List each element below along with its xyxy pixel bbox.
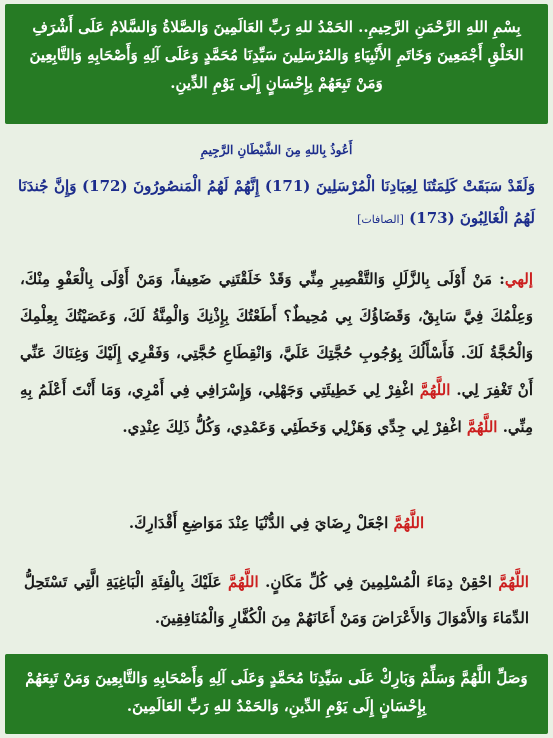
verse-source: [الصافات] bbox=[357, 213, 404, 226]
invocation-ilahi: إلهي bbox=[504, 270, 533, 288]
supplication-part-1: : مَنْ أَوْلَى بِالزَّلَلِ وَالتَّقْصِيرِ مِنِّي وَقَدْ خَلَقْتَنِي ضَعِيفاً، وَمَنْ أَوْلَى بِالْعَفْوِ مِنْكَ، وَعِلْمُكَ فِيَّ سَابِقٌ، وَقَضَاؤُكَ بِي مُحِيطٌ؟ أَطَعْتُكَ بِإِذْنِكَ وَالْمِنَّةُ لَكَ، وَعَصَيْتُكَ بِعِلْمِكَ وَالْحُجَّةُ لَكَ. فَأَسْأَلُكَ بِوُجُوبِ حُجَّتِكَ عَلَيَّ، وَانْقِطَاعِ حُجَّتِي، وَفَقْرِي إِلَيْكَ وَغِنَاكَ عَنِّي أَنْ تَغْفِرَ لِي. bbox=[20, 270, 533, 399]
quran-verse bbox=[18, 170, 535, 236]
main-supplication bbox=[20, 261, 533, 446]
dua-line-1-text: اجْعَلْ رِضَايَ فِي الدُّنْيَا عِنْدَ مَوَاضِعِ أَقْدَارِكَ. bbox=[128, 514, 389, 532]
allahumma-label: اللَّهُمَّ bbox=[419, 381, 451, 399]
footer-banner-text: وَصَلِّ اللَّهُمَّ وَسَلِّمْ وَبَارِكْ عَلَى سَيِّدِنَا مُحَمَّدٍ وَعَلَى آلِهِ وَأَصْحَابِهِ وَالتَّابِعِينَ وَمَنْ تَبِعَهُمْ بِإِحْسَانٍ إِلَى يَوْمِ الدِّينِ، وَالحَمْدُ للهِ رَبِّ العَالَمِينَ. bbox=[25, 669, 528, 715]
header-banner bbox=[5, 4, 548, 124]
istiadha-line: أَعُوذُ بِاللهِ مِنَ الشَّيْطَانِ الرَّجِيمِ bbox=[200, 143, 353, 157]
dua-line-2 bbox=[24, 564, 529, 636]
verse-text: وَلَقَدْ سَبَقَتْ كَلِمَتُنَا لِعِبَادِنَا الْمُرْسَلِينَ (171) إِنَّهُمْ لَهُمُ الْمَنصُورُونَ (172) وَإِنَّ جُندَنَا لَهُمُ الْغَالِبُونَ (173) bbox=[18, 177, 535, 227]
supplication-part-2: اغْفِرْ لِي خَطِيئَتِي وَجَهْلِي، وَإِسْرَافِي فِي أَمْرِي، وَمَا أَنْتَ أَعْلَمُ بِهِ مِنِّي. bbox=[20, 381, 533, 436]
allahumma-label: اللَّهُمَّ bbox=[498, 573, 529, 591]
footer-banner bbox=[5, 654, 548, 734]
dua-line-1 bbox=[0, 514, 553, 532]
allahumma-label: اللَّهُمَّ bbox=[466, 418, 498, 436]
header-banner-text: بِسْمِ اللهِ الرَّحْمَنِ الرَّحِيمِ.. الحَمْدُ للهِ رَبِّ العَالَمِينَ وَالصَّلاةُ وَالسَّلامُ عَلَى أَشْرَفِ الخَلْقِ أَجْمَعِينَ وَخَاتَمِ الأَنْبِيَاءِ وَالمُرْسَلِينَ سَيِّدِنَا مُحَمَّدٍ وَعَلَى آلِهِ وَأَصْحَابِهِ وَالتَّابِعِينَ وَمَنْ تَبِعَهُمْ بِإِحْسَانٍ إِلَى يَوْمِ الدِّينِ. bbox=[29, 18, 524, 92]
dua-line-2-part-1: احْقِنْ دِمَاءَ الْمُسْلِمِينَ فِي كُلِّ مَكَانٍ. bbox=[265, 573, 492, 591]
dua-line-2-part-2: عَلَيْكَ بِالْفِئَةِ الْبَاغِيَةِ الَّتِي تَسْتَحِلُّ الدِّمَاءَ وَالأَمْوَالَ وَالأَعْرَاضَ وَمَنْ أَعَانَهُمْ مِنَ الْكُفَّارِ وَالْمُنَافِقِينَ. bbox=[24, 573, 529, 627]
allahumma-label: اللَّهُمَّ bbox=[393, 514, 425, 532]
allahumma-label: اللَّهُمَّ bbox=[228, 573, 259, 591]
supplication-part-3: اغْفِرْ لِي جِدِّي وَهَزْلِي وَخَطَئِي وَعَمْدِي، وَكُلُّ ذَلِكَ عِنْدِي. bbox=[122, 418, 462, 436]
